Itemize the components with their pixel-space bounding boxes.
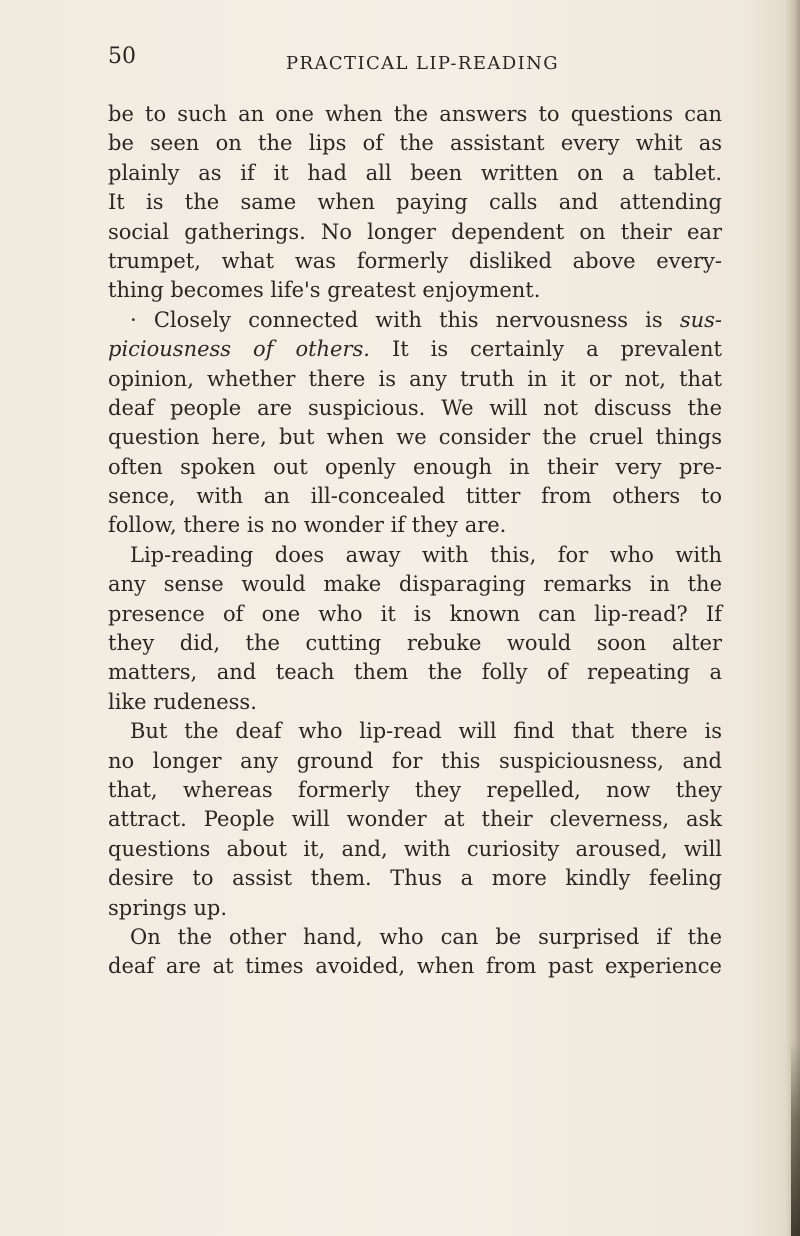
running-head: PRACTICAL LIP-READING bbox=[286, 53, 560, 74]
text-line: they did, the cutting rebuke would soon alter bbox=[108, 631, 722, 656]
text-line: like rudeness. bbox=[108, 689, 257, 714]
text-line: that, whereas formerly they repelled, now they bbox=[108, 777, 722, 802]
text-line: attract. People will wonder at their cleverness, ask bbox=[108, 807, 722, 832]
text-line: be seen on the lips of the assistant every whit as bbox=[108, 131, 722, 156]
italic-text-run: piciousness of others. bbox=[108, 337, 370, 362]
text-line: sence, with an ill-concealed titter from others to bbox=[108, 484, 722, 509]
body-text bbox=[108, 100, 722, 982]
text-line: deaf people are suspicious. We will not discuss the bbox=[108, 395, 722, 420]
text-line bbox=[108, 306, 722, 335]
text-line: trumpet, what was formerly disliked above every- bbox=[108, 248, 722, 273]
text-line: be to such an one when the answers to questions can bbox=[108, 102, 722, 126]
text-run: It is certainly a prevalent bbox=[369, 337, 722, 362]
text-line: question here, but when we consider the cruel things bbox=[108, 425, 722, 450]
italic-text-run: sus- bbox=[679, 307, 722, 332]
text-line: desire to assist them. Thus a more kindly feeling bbox=[108, 866, 722, 891]
text-line: often spoken out openly enough in their very pre- bbox=[108, 454, 722, 479]
text-line: But the deaf who lip-read will find that there is bbox=[130, 719, 722, 744]
text-line: thing becomes life's greatest enjoyment. bbox=[108, 278, 541, 303]
text-line: It is the same when paying calls and attending bbox=[108, 190, 722, 215]
text-line: follow, there is no wonder if they are. bbox=[108, 513, 507, 538]
text-line: plainly as if it had all been written on a tablet. bbox=[108, 160, 722, 185]
text-line: Lip-reading does away with this, for who with bbox=[130, 542, 722, 567]
text-line: no longer any ground for this suspiciousness, and bbox=[108, 748, 722, 773]
text-line: opinion, whether there is any truth in it or not, that bbox=[108, 366, 722, 391]
text-line bbox=[108, 335, 722, 364]
text-line: questions about it, and, with curiosity aroused, will bbox=[108, 836, 722, 861]
page-number: 50 bbox=[108, 44, 136, 69]
text-line: deaf are at times avoided, when from past experience bbox=[108, 954, 722, 979]
page-header bbox=[108, 44, 708, 84]
text-line: presence of one who it is known can lip-read? If bbox=[108, 601, 722, 626]
text-line: On the other hand, who can be surprised if the bbox=[130, 924, 722, 949]
text-line: springs up. bbox=[108, 895, 228, 920]
text-line: any sense would make disparaging remarks in the bbox=[108, 572, 722, 597]
text-line: matters, and teach them the folly of repeating a bbox=[108, 660, 722, 685]
text-run: · Closely connected with this nervousness is bbox=[130, 307, 680, 332]
page-edge-dark bbox=[791, 1040, 800, 1236]
text-line: social gatherings. No longer dependent on their ear bbox=[108, 219, 722, 244]
